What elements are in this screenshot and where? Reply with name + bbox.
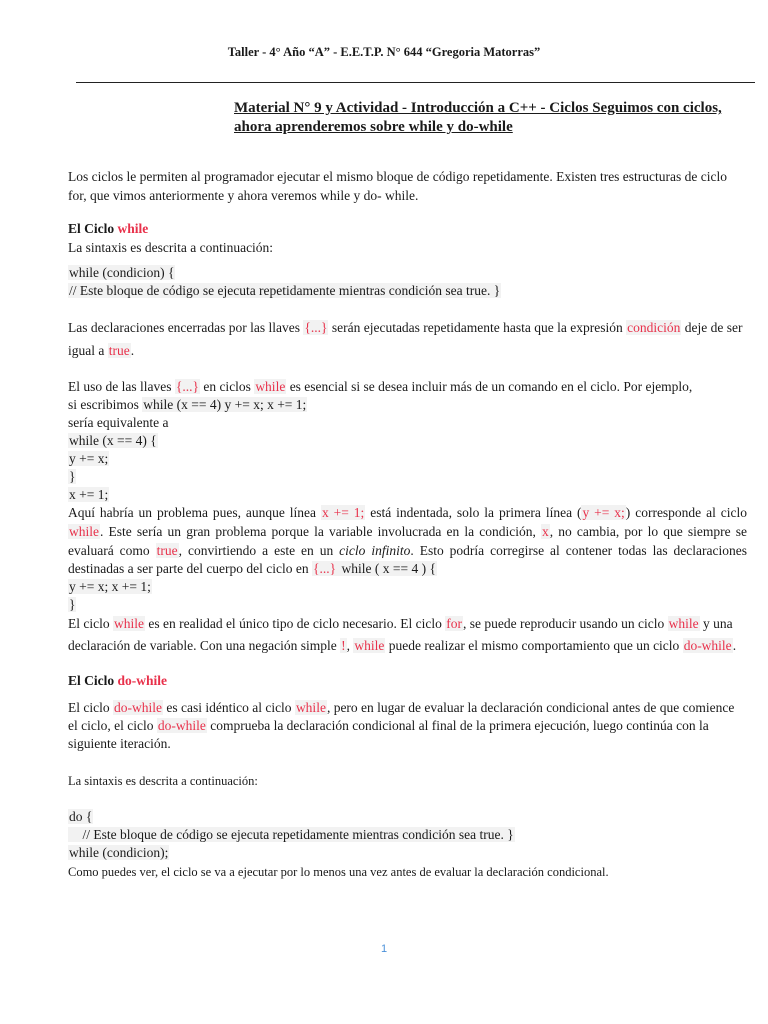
dowhile-code-line-1: do { [69,809,93,824]
document-title [234,99,722,137]
braces-usage-line: El uso de las llaves {...} en ciclos while es esencial si se desea incluir más de un comando en el ciclo. Por ejemplo, [68,379,693,394]
closing-line: Como puedes ver, el ciclo se va a ejecutar por lo menos una vez antes de evaluar la declaración condicional. [68,865,609,879]
while-code-line-2: // Este bloque de código se ejecuta repetidamente mientras condición sea true. } [69,283,501,298]
negation-line: declaración de variable. Con una negación simple !, while puede realizar el mismo comportamiento que un ciclo do-while. [68,638,737,653]
page-header: Taller - 4° Año “A” - E.E.T.P. N° 644 “Gregoria Matorras” [227,45,541,59]
while-code-line-1: while (condicion) { [69,265,175,280]
dowhile-heading-keyword: do-while [117,673,168,688]
dowhile-code-line-3: while (condicion); [69,845,169,860]
problem-line-1: Aquí habría un problema pues, aunque línea x += 1; está indentada, solo la primera línea (y += x;) corresponde al ciclo [68,505,747,520]
declarations-line-2: igual a true. [68,343,135,358]
declarations-line-1: Las declaraciones encerradas por las llaves {...} serán ejecutadas repetidamente hasta que la expresión condición deje de ser [68,320,743,335]
equivalent-code-2: y += x; [69,451,109,466]
example-line: si escribimos while (x == 4) y += x; x += 1; [68,397,307,412]
only-loop-line: El ciclo while es en realidad el único tipo de ciclo necesario. El ciclo for, se puede reproducir usando un ciclo while y una [68,616,733,631]
equivalent-code-3: } [69,469,76,484]
title-line-2: ahora aprenderemos sobre while y do-while [234,119,513,135]
while-heading: El Ciclo while [68,221,149,236]
intro-line-2: for, que vimos anteriormente y ahora veremos while y do- while. [68,188,419,203]
dowhile-code-line-2: // Este bloque de código se ejecuta repetidamente mientras condición sea true. } [69,827,514,842]
equivalent-code-1: while (x == 4) { [69,433,157,448]
while-syntax-intro: La sintaxis es descrita a continuación: [68,240,274,255]
problem-line-5: y += x; x += 1; [69,579,151,594]
dowhile-line-2: el ciclo, el ciclo do-while comprueba la declaración condicional al final de la primera ejecución, luego continúa con la [68,718,709,733]
dowhile-syntax-intro: La sintaxis es descrita a continuación: [68,774,258,788]
equivalent-code-4: x += 1; [69,487,109,502]
while-heading-keyword: while [117,221,149,236]
dowhile-line-3: siguiente iteración. [68,736,171,751]
problem-line-6: } [69,597,76,612]
problem-line-3: evaluará como true, convirtiendo a este en un ciclo infinito. Esto podría corregirse al contener todas las declaraciones [68,543,747,558]
title-line-1: Material N° 9 y Actividad - Introducción a C++ - Ciclos Seguimos con ciclos, [234,100,722,116]
dowhile-line-1: El ciclo do-while es casi idéntico al ciclo while, pero en lugar de evaluar la declaración condicional antes de que comience [68,700,735,715]
header-rule [76,82,755,83]
equivalent-line: sería equivalente a [68,415,169,430]
dowhile-heading: El Ciclo do-while [68,673,168,688]
intro-line-1: Los ciclos le permiten al programador ejecutar el mismo bloque de código repetidamente. Existen tres estructuras de ciclo [68,169,728,184]
problem-line-4: destinadas a ser parte del cuerpo del ciclo en {...} while ( x == 4 ) { [68,561,436,576]
page-number: 1 [380,943,388,955]
problem-line-2: while. Este sería un gran problema porque la variable involucrada en la condición, x, no cambia, por lo que siempre se [69,524,747,539]
